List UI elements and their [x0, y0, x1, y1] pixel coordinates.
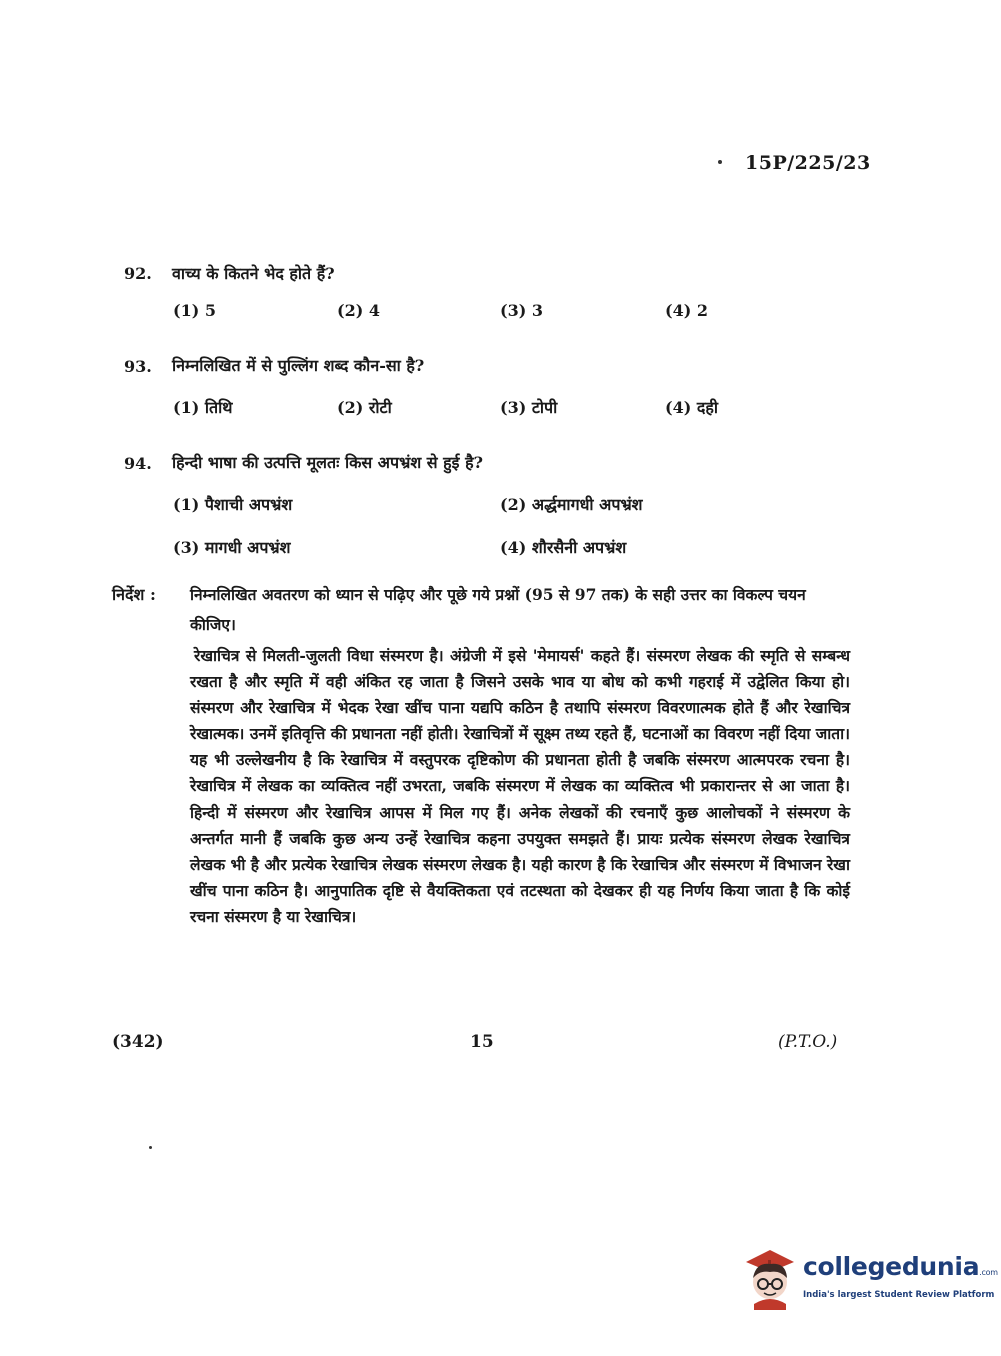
question-number: 92.: [124, 264, 152, 283]
option: (4) शौरसैनी अपभ्रंश: [500, 538, 627, 557]
option: (3) टोपी: [500, 398, 558, 417]
option: (1) पैशाची अपभ्रंश: [173, 495, 293, 514]
option: (2) रोटी: [337, 398, 392, 417]
collegedunia-logo: [740, 1246, 998, 1316]
option: (4) दही: [665, 398, 718, 417]
question-text: हिन्दी भाषा की उत्पत्ति मूलतः किस अपभ्रंश से हुई है?: [172, 453, 483, 472]
question-number: 94.: [124, 454, 152, 473]
speck: [718, 160, 722, 164]
passage: रेखाचित्र से मिलती-जुलती विधा संस्मरण है। अंग्रेजी में इसे 'मेमायर्स' कहते हैं। संस्मरण लेखक की स्मृति से सम्बन्ध रखता है और स्मृति में वही अंकित रह जाता है जिसने उसके भाव या बोध को कभी गहराई में उद्वेलित किया हो। संस्मरण और रेखाचित्र में भेदक रेखा खींच पाना यद्यपि कठिन है तथापि संस्मरण विवरणात्मक होते हैं और रेखाचित्र रेखात्मक। उनमें इतिवृत्ति की प्रधानता नहीं होती। रेखाचित्रों में सूक्ष्म तथ्य रहते हैं, घटनाओं का विवरण नहीं दिया जाता। यह भी उल्लेखनीय है कि रेखाचित्र में वस्तुपरक दृष्टिकोण की प्रधानता होती है जबकि संस्मरण आत्मपरक रचना है। रेखाचित्र में लेखक का व्यक्तित्व नहीं उभरता, जबकि संस्मरण में लेखक का व्यक्तित्व भी प्रकारान्तर से आ जाता है। हिन्दी में संस्मरण और रेखाचित्र आपस में मिल गए हैं। अनेक लेखकों की रचनाएँ कुछ आलोचकों ने संस्मरण के अन्तर्गत मानी हैं जबकि कुछ अन्य उन्हें रेखाचित्र कहना उपयुक्त समझते हैं। प्रायः प्रत्येक संस्मरण लेखक रेखाचित्र लेखक भी है और प्रत्येक रेखाचित्र लेखक संस्मरण लेखक है। यही कारण है कि रेखाचित्र और संस्मरण में विभाजन रेखा खींच पाना कठिन है। आनुपातिक दृष्टि से वैयक्तिकता एवं तटस्थता को देखकर ही यह निर्णय किया जाता है कि कोई रचना संस्मरण है या रेखाचित्र।: [190, 646, 850, 926]
option: (3) 3: [500, 301, 543, 320]
question-text: निम्नलिखित में से पुल्लिंग शब्द कौन-सा है?: [172, 356, 425, 375]
pto-label: (P.T.O.): [778, 1032, 838, 1052]
option: (2) 4: [337, 301, 380, 320]
footer-code: (342): [112, 1032, 164, 1052]
direction-text: निम्नलिखित अवतरण को ध्यान से पढ़िए और पूछे गये प्रश्नों (95 से 97 तक) के सही उत्तर का विकल्प चयन कीजिए।: [190, 585, 806, 634]
option: (4) 2: [665, 301, 708, 320]
option: (1) तिथि: [173, 398, 233, 417]
option: (2) अर्द्धमागधी अपभ्रंश: [500, 495, 643, 514]
page-number: 15: [470, 1032, 494, 1052]
mascot-icon: [740, 1248, 800, 1310]
question-number: 93.: [124, 357, 152, 376]
option: (3) मागधी अपभ्रंश: [173, 538, 291, 557]
paper-code: 15P/225/23: [745, 152, 871, 174]
direction-label: निर्देश :: [112, 585, 156, 604]
brand-name: collegedunia.com: [803, 1252, 998, 1281]
speck: [149, 1146, 152, 1149]
brand-tagline: India's largest Student Review Platform: [803, 1290, 995, 1300]
question-text: वाच्य के कितने भेद होते हैं?: [172, 264, 335, 283]
option: (1) 5: [173, 301, 216, 320]
